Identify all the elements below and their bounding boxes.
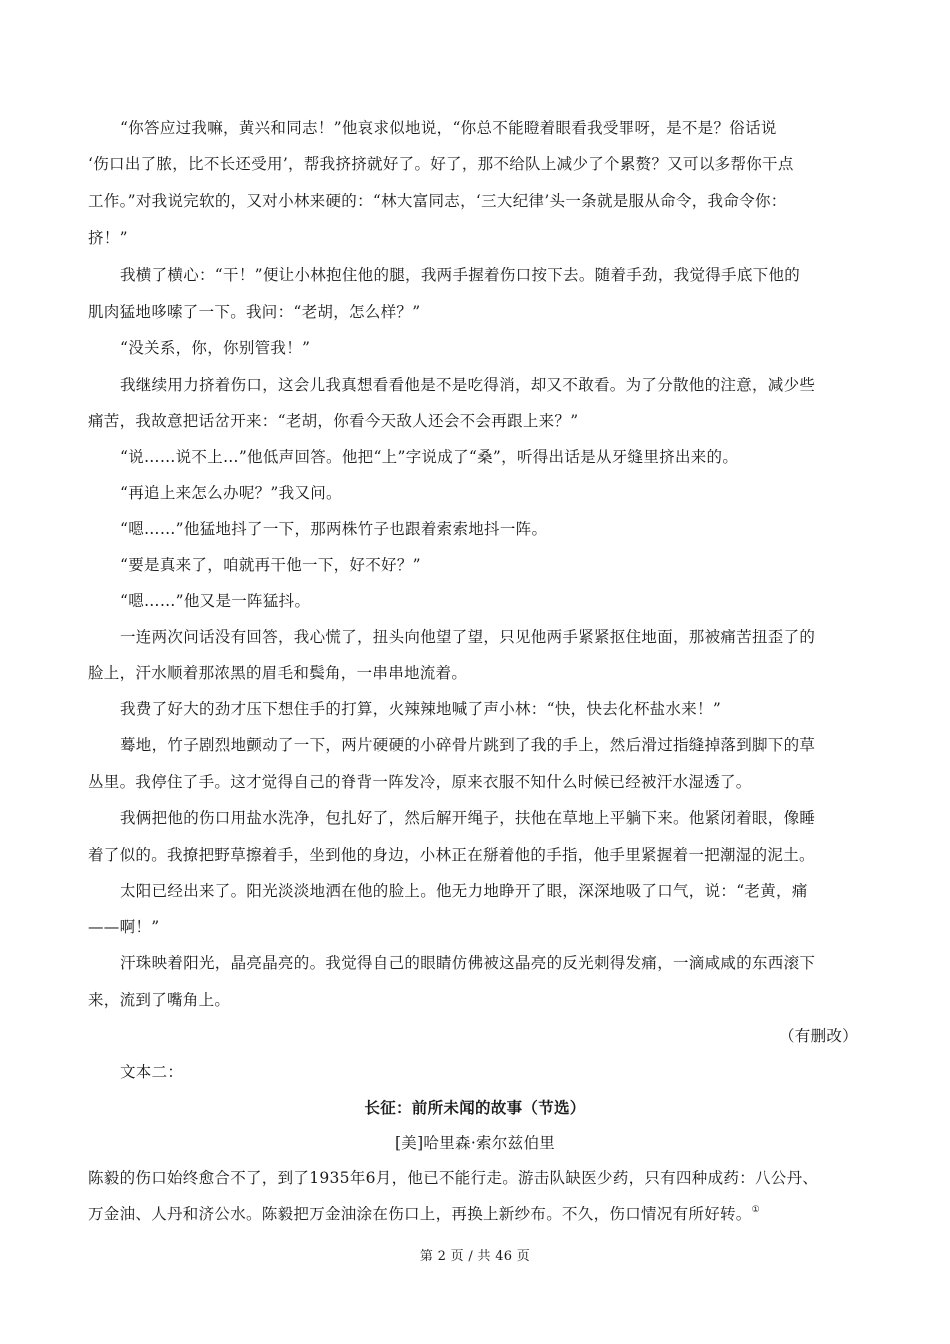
text-line: 汗珠映着阳光，晶亮晶亮的。我觉得自己的眼睛仿佛被这晶亮的反光刺得发痛，一滴咸咸的东西滚下 [120, 954, 816, 972]
text-line: ‘伤口出了脓，比不长还受用’，帮我挤挤就好了。好了，那不给队上减少了个累赘？又可以多帮你干点 [88, 155, 794, 173]
text-line: 我俩把他的伤口用盐水洗净，包扎好了，然后解开绳子，扶他在草地上平躺下来。他紧闭着眼，像睡 [120, 809, 816, 827]
text-line: ——啊！” [88, 918, 160, 936]
text-line: 来，流到了嘴角上。 [88, 991, 231, 1009]
text-line: 工作。”对我说完软的，又对小林来硬的：“林大富同志，‘三大纪律’头一条就是服从命令，我命令你： [88, 192, 787, 210]
text-line: “嗯……”他又是一阵猛抖。 [120, 592, 311, 610]
footnote-marker[interactable]: ① [751, 1205, 760, 1215]
section-label: 文本二： [120, 1063, 184, 1081]
text-line: 肌肉猛地哆嗦了一下。我问：“老胡，怎么样？” [88, 303, 421, 321]
text-line: 着了似的。我撩把野草擦着手，坐到他的身边，小林正在掰着他的手指，他手里紧握着一把潮湿的泥土。 [88, 846, 815, 864]
text-line: “说……说不上…”他低声回答。他把“上”字说成了“桑”，听得出话是从牙缝里挤出来的。 [120, 448, 739, 466]
author: [美]哈里森·索尔兹伯里 [394, 1134, 556, 1152]
article-title: 长征：前所未闻的故事（节选） [364, 1098, 586, 1117]
text-line: “再追上来怎么办呢？”我又问。 [120, 484, 342, 502]
text-line: 我横了横心：“干！”便让小林抱住他的腿，我两手握着伤口按下去。随着手劲，我觉得手底下他的 [120, 266, 801, 284]
text-line: 丛里。我停住了手。这才觉得自己的脊背一阵发冷，原来衣服不知什么时候已经被汗水湿透了。 [88, 773, 752, 791]
page-footer: 第 2 页 / 共 46 页 [419, 1249, 531, 1264]
text-line: 我继续用力挤着伤口，这会儿我真想看看他是不是吃得消，却又不敢看。为了分散他的注意，减少些 [120, 376, 816, 394]
text-line: 我费了好大的劲才压下想住手的打算，火辣辣地喊了声小林：“快，快去化杯盐水来！” [120, 700, 722, 718]
text-line: 痛苦，我故意把话岔开来：“老胡，你看今天敌人还会不会再跟上来？” [88, 412, 579, 430]
text-line [88, 1204, 858, 1224]
revision-note: （有删改） [778, 1027, 858, 1045]
text-line: 一连两次问话没有回答，我心慌了，扭头向他望了望，只见他两手紧紧抠住地面，那被痛苦扭歪了的 [120, 628, 816, 646]
text-line-content: 万金油、人丹和济公水。陈毅把万金油涂在伤口上，再换上新纱布。不久，伤口情况有所好转。 [88, 1205, 752, 1223]
text-line: 脸上，汗水顺着那浓黑的眉毛和鬓角，一串串地流着。 [88, 664, 468, 682]
text-line: 挤！” [88, 229, 128, 247]
text-line: 陈毅的伤口始终愈合不了，到了1935年6月，他已不能行走。游击队缺医少药，只有四种成药：八公丹、 [88, 1169, 819, 1187]
text-line: “你答应过我嘛，黄兴和同志！”他哀求似地说，“你总不能瞪着眼看我受罪呀，是不是？俗话说 [120, 119, 777, 137]
text-line: “没关系，你，你别管我！” [120, 339, 311, 357]
text-line: 太阳已经出来了。阳光淡淡地洒在他的脸上。他无力地睁开了眼，深深地吸了口气，说：“老黄，痛 [120, 882, 808, 900]
text-line: “嗯……”他猛地抖了一下，那两株竹子也跟着索索地抖一阵。 [120, 520, 548, 538]
text-line: “要是真来了，咱就再干他一下，好不好？” [120, 556, 421, 574]
text-line: 蓦地，竹子剧烈地颤动了一下，两片硬硬的小碎骨片跳到了我的手上，然后滑过指缝掉落到脚下的草 [120, 736, 816, 754]
